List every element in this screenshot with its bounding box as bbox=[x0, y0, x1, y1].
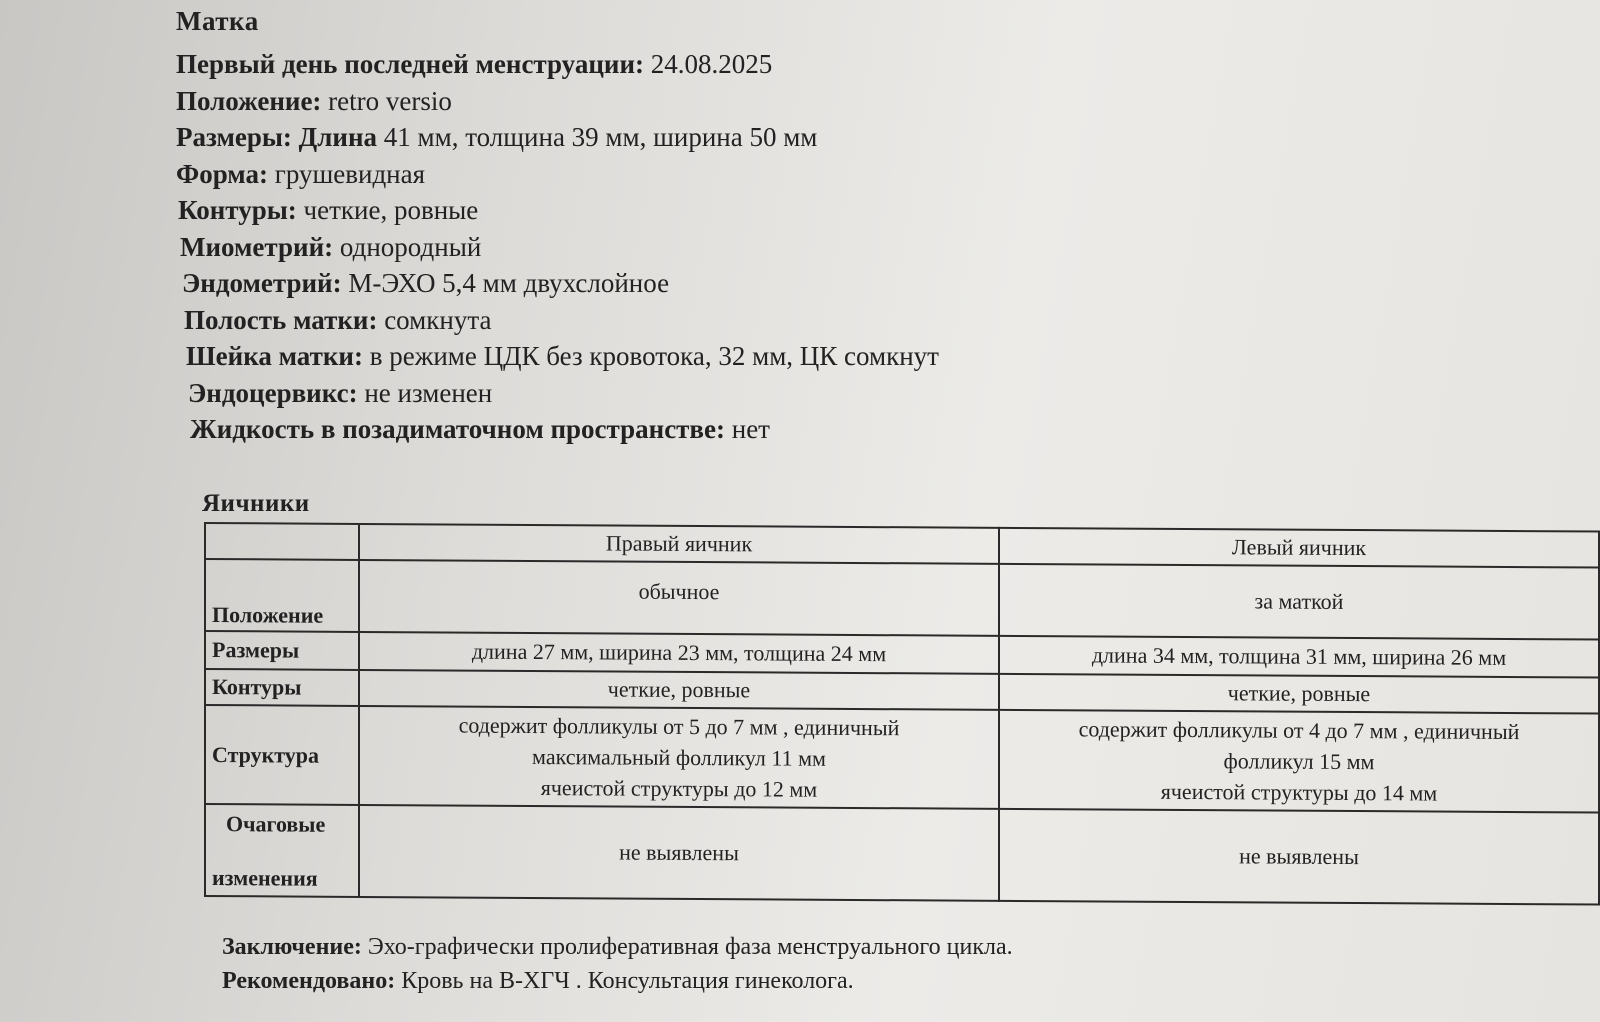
row-label-line: изменения bbox=[212, 865, 318, 891]
cell-right-focal-changes: не выявлены bbox=[359, 805, 999, 901]
finding-label: Шейка матки: bbox=[186, 341, 363, 371]
finding-label: Жидкость в позадиматочном пространстве: bbox=[190, 414, 725, 444]
column-header-right-ovary: Правый яичник bbox=[359, 524, 999, 564]
table-row bbox=[205, 705, 1599, 813]
cell-left-contours: четкие, ровные bbox=[999, 674, 1599, 714]
finding-endometrium bbox=[182, 265, 939, 302]
row-label-position: Положение bbox=[205, 559, 359, 632]
finding-label: Эндоцервикс: bbox=[188, 377, 358, 408]
finding-value: четкие, ровные bbox=[296, 195, 479, 225]
finding-endocervix bbox=[188, 375, 939, 412]
recommendation bbox=[222, 964, 1013, 998]
finding-value: нет bbox=[725, 414, 770, 444]
finding-label: Первый день последней менструации: bbox=[176, 49, 644, 79]
finding-contours bbox=[178, 192, 939, 229]
row-label-contours: Контуры bbox=[205, 669, 359, 706]
finding-lmp bbox=[176, 46, 939, 83]
structure-line: содержит фолликулы от 5 до 7 мм , единичный bbox=[458, 712, 900, 741]
column-header-left-ovary: Левый яичник bbox=[999, 528, 1599, 568]
finding-label: Размеры: Длина bbox=[176, 122, 378, 152]
finding-value: М-ЭХО 5,4 мм двухслойное bbox=[341, 268, 670, 298]
finding-label: Форма: bbox=[176, 158, 268, 189]
finding-myometrium bbox=[180, 229, 939, 266]
cell-left-focal-changes: не выявлены bbox=[999, 809, 1599, 905]
structure-line: фолликул 15 мм bbox=[1223, 748, 1375, 775]
structure-line: ячеистой структуры до 12 мм bbox=[540, 775, 818, 802]
cell-right-contours: четкие, ровные bbox=[359, 670, 999, 710]
cell-left-structure bbox=[999, 710, 1599, 813]
table-row bbox=[205, 804, 1599, 905]
report-footer bbox=[222, 930, 1013, 998]
row-label-focal-changes bbox=[205, 804, 359, 897]
row-label-line: Очаговые bbox=[226, 811, 326, 837]
conclusion-label: Заключение: bbox=[222, 934, 362, 960]
structure-line: содержит фолликулы от 4 до 7 мм , единичный bbox=[1078, 716, 1520, 745]
finding-value: 24.08.2025 bbox=[644, 49, 773, 79]
table-corner-cell bbox=[205, 523, 359, 560]
structure-line: ячеистой структуры до 14 мм bbox=[1160, 778, 1438, 806]
finding-position bbox=[176, 83, 939, 120]
finding-value: в режиме ЦДК без кровотока, 32 мм, ЦК сомкнут bbox=[362, 341, 939, 371]
finding-label: Полость матки: bbox=[184, 304, 378, 335]
cell-right-size: длина 27 мм, ширина 23 мм, толщина 24 мм bbox=[359, 632, 999, 674]
cell-left-size: длина 34 мм, толщина 31 мм, ширина 26 мм bbox=[999, 636, 1599, 678]
cell-left-position: за маткой bbox=[999, 564, 1599, 640]
finding-label: Эндометрий: bbox=[182, 268, 342, 298]
table-row bbox=[205, 559, 1599, 640]
structure-line: максимальный фолликул 11 мм bbox=[532, 744, 826, 771]
finding-label: Миометрий: bbox=[180, 231, 334, 262]
ovaries-table bbox=[204, 522, 1600, 906]
finding-shape bbox=[176, 156, 939, 193]
finding-cervix bbox=[186, 338, 939, 375]
cell-right-structure bbox=[359, 706, 999, 809]
uterus-findings bbox=[176, 46, 939, 448]
finding-label: Положение: bbox=[176, 85, 322, 116]
cell-right-position: обычное bbox=[359, 560, 999, 636]
uterus-section-title: Матка bbox=[176, 6, 259, 36]
finding-value: однородный bbox=[333, 231, 482, 262]
finding-value: не изменен bbox=[357, 377, 493, 408]
finding-value: грушевидная bbox=[268, 158, 426, 189]
conclusion bbox=[222, 930, 1013, 964]
finding-value: retro versio bbox=[321, 85, 452, 116]
ovaries-section-title: Яичники bbox=[202, 490, 310, 517]
finding-value: сомкнута bbox=[377, 304, 492, 335]
finding-value: 41 мм, толщина 39 мм, ширина 50 мм bbox=[377, 122, 818, 152]
finding-fluid bbox=[190, 411, 939, 448]
row-label-size: Размеры bbox=[205, 631, 359, 670]
row-label-structure: Структура bbox=[205, 705, 359, 805]
recommendation-value: Кровь на В-ХГЧ . Консультация гинеколога. bbox=[395, 968, 854, 994]
recommendation-label: Рекомендовано: bbox=[222, 968, 396, 994]
finding-cavity bbox=[184, 302, 939, 339]
finding-label: Контуры: bbox=[178, 195, 297, 225]
conclusion-value: Эхо-графически пролиферативная фаза менструального цикла. bbox=[361, 934, 1013, 960]
finding-size bbox=[176, 119, 939, 156]
